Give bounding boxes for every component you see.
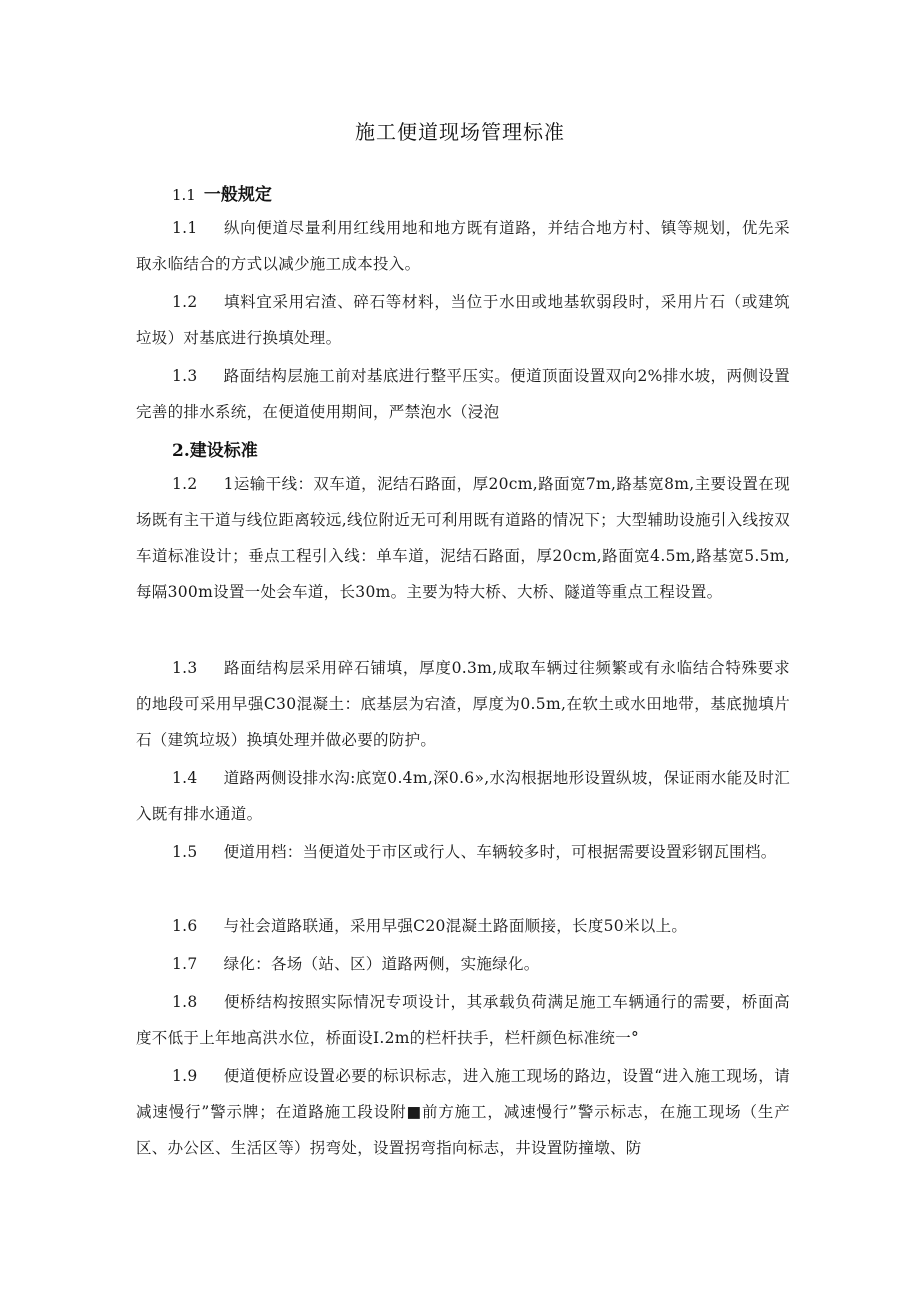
paragraph-text: 便道用档：当便道处于市区或行人、车辆较多时，可根据需要设置彩钢瓦围档。 <box>223 843 777 861</box>
section-2-number: 2. <box>172 441 190 461</box>
paragraph-1-3 <box>136 358 790 430</box>
section-2-heading <box>172 436 258 461</box>
section-1-title: 一般规定 <box>203 185 272 205</box>
paragraph-number: 1.6 <box>172 917 198 935</box>
paragraph-2-4 <box>136 834 790 870</box>
paragraph-text: 绿化：各场（站、区）道路两侧，实施绿化。 <box>223 955 540 973</box>
section-1-heading <box>172 180 272 205</box>
paragraph-text: 路面结构层施工前对基底进行整平压实。便道顶面设置双向2%排水坡，两侧设置完善的排水系统，在便道使用期间，严禁泡水（浸泡 <box>136 367 790 421</box>
paragraph-number: 1.7 <box>172 955 198 973</box>
paragraph-2-3 <box>136 760 790 832</box>
paragraph-number: 1.9 <box>172 1067 198 1085</box>
paragraph-text: 与社会道路联通，采用早强C20混凝土路面顺接，长度50米以上。 <box>223 917 688 935</box>
paragraph-text: 纵向便道尽量利用红线用地和地方既有道路，并结合地方村、镇等规划，优先采取永临结合的方式以减少施工成本投入。 <box>136 219 790 273</box>
section-1-number: 1.1 <box>172 186 196 204</box>
paragraph-2-1 <box>136 466 790 610</box>
paragraph-1-1 <box>136 210 790 282</box>
paragraph-text: 便桥结构按照实际情况专项设计，其承载负荷满足施工车辆通行的需要，桥面高度不低于上年地高洪水位，桥面设I.2m的栏杆扶手，栏杆颜色标准统一° <box>136 993 790 1047</box>
paragraph-text: 便道便桥应设置必要的标识标志，进入施工现场的路边，设置“进入施工现场，请减速慢行”警示牌；在道路施工段设附■前方施工，减速慢行”警示标志，在施工现场（生产区、办公区、生活区等）拐弯处，设置拐弯指向标志，井设置防撞墩、防 <box>136 1067 790 1157</box>
paragraph-text: 填料宜采用宕渣、碎石等材料，当位于水田或地基软弱段时，采用片石（或建筑垃圾）对基底进行换填处理。 <box>136 293 790 347</box>
paragraph-1-2 <box>136 284 790 356</box>
document-title: 施工便道现场管理标准 <box>355 120 565 144</box>
paragraph-number: 1.3 <box>172 367 198 385</box>
paragraph-number: 1.3 <box>172 659 198 677</box>
paragraph-number: 1.1 <box>172 219 198 237</box>
paragraph-number: 1.8 <box>172 993 198 1011</box>
paragraph-2-6 <box>136 946 790 982</box>
section-2-title: 建设标准 <box>189 441 258 461</box>
paragraph-number: 1.2 <box>172 293 198 311</box>
paragraph-number: 1.2 <box>172 475 198 493</box>
paragraph-text: 道路两侧设排水沟:底宽0.4m,深0.6»,水沟根据地形设置纵坡，保证雨水能及时汇入既有排水通道。 <box>136 769 790 823</box>
paragraph-2-7 <box>136 984 790 1056</box>
paragraph-2-2 <box>136 650 790 758</box>
paragraph-2-5 <box>136 908 790 944</box>
paragraph-2-8 <box>136 1058 790 1166</box>
paragraph-text: 1运输干线：双车道，泥结石路面，厚20cm,路面宽7m,路基宽8m,主要设置在现场既有主干道与线位距离较远,线位附近无可利用既有道路的情况下；大型辅助设施引入线按双车道标准设计；垂点工程引入线：单车道，泥结石路面，厚20cm,路面宽4.5m,路基宽5.5m,每隔300m设置一处会车道，长30m。主要为特大桥、大桥、隧道等重点工程设置。 <box>136 475 790 601</box>
paragraph-text: 路面结构层采用碎石铺填，厚度0.3m,成取车辆过往频繁或有永临结合特殊要求的地段可采用早强C30混凝土：底基层为宕渣，厚度为0.5m,在软土或水田地带，基底抛填片石（建筑垃圾）换填处理并做必要的防护。 <box>136 659 790 749</box>
paragraph-number: 1.5 <box>172 843 198 861</box>
paragraph-number: 1.4 <box>172 769 198 787</box>
